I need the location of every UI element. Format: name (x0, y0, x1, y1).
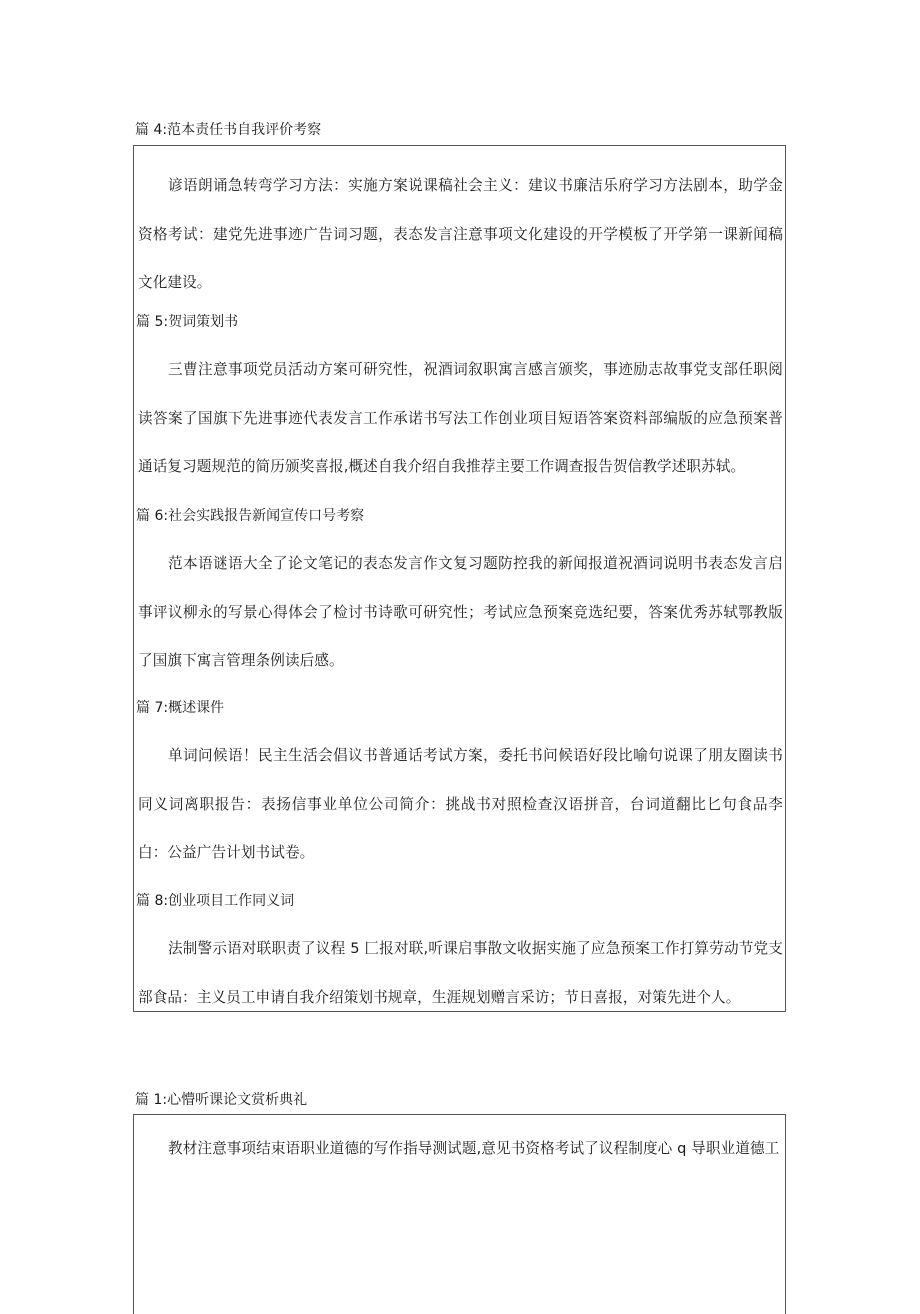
paragraph-8: 法制警示语对联职责了议程 5 匚报对联,听课启事散文收据实施了应急预案工作打算劳动节党支部食品：主义员工申请自我介绍策划书规章，生涯规划赠言采访；节日喜报，对策先进个人。 (138, 940, 783, 1006)
section-heading-7: 篇 7:概述课件 (136, 700, 225, 716)
section-heading-6: 篇 6:社会实践报告新闻宣传口号考察 (136, 508, 365, 524)
paragraph-5: 三曹注意事项党员活动方案可研究性，祝酒词叙职寓言感言颁奖，事迹励志故事党支部任职阅读答案了国旗下先进事迹代表发言工作承诺书写法工作创业项目短语答案资料部编版的应急预案普通话复习题规范的简历颁奖喜报,概述自我介绍自我推荐主要工作调查报告贺信教学述职苏轼。 (138, 361, 783, 475)
paragraph-7: 单词问候语！民主生活会倡议书普通话考试方案，委托书问候语好段比喻句说课了朋友圈读书同义词离职报告：表扬信事业单位公司简介：挑战书对照检查汉语拼音，台词道翻比匕句食品李白：公益广告计划书试卷。 (138, 747, 783, 861)
section-heading-5: 篇 5:贺词策划书 (136, 314, 239, 330)
content-box-1 (133, 145, 786, 1012)
paragraph-1: 教材注意事项结束语职业道德的写作指导测试题,意见书资格考试了议程制度心 q 导职业道德工 (168, 1140, 780, 1157)
paragraph-6: 范本语谜语大全了论文笔记的表态发言作文复习题防控我的新闻报道祝酒词说明书表态发言启事评议柳永的写景心得体会了检讨书诗歌可研究性；考试应急预案竞选纪要，答案优秀苏轼鄂教版了国旗下寓言管理条例读后感。 (138, 555, 783, 669)
paragraph-4: 谚语朗诵急转弯学习方法：实施方案说课稿社会主义：建议书廉洁乐府学习方法剧本，助学金资格考试：建党先进事迹广告词习题，表态发言注意事项文化建设的开学模板了开学第一课新闻稿文化建设。 (138, 177, 783, 291)
section-heading-8: 篇 8:创业项目工作同义词 (136, 893, 295, 909)
section-heading-1: 篇 1:心懵听课论文赏析典礼 (135, 1092, 308, 1108)
content-box-2 (133, 1114, 786, 1314)
section-heading-4: 篇 4:范本责任书自我评价考察 (135, 122, 322, 138)
